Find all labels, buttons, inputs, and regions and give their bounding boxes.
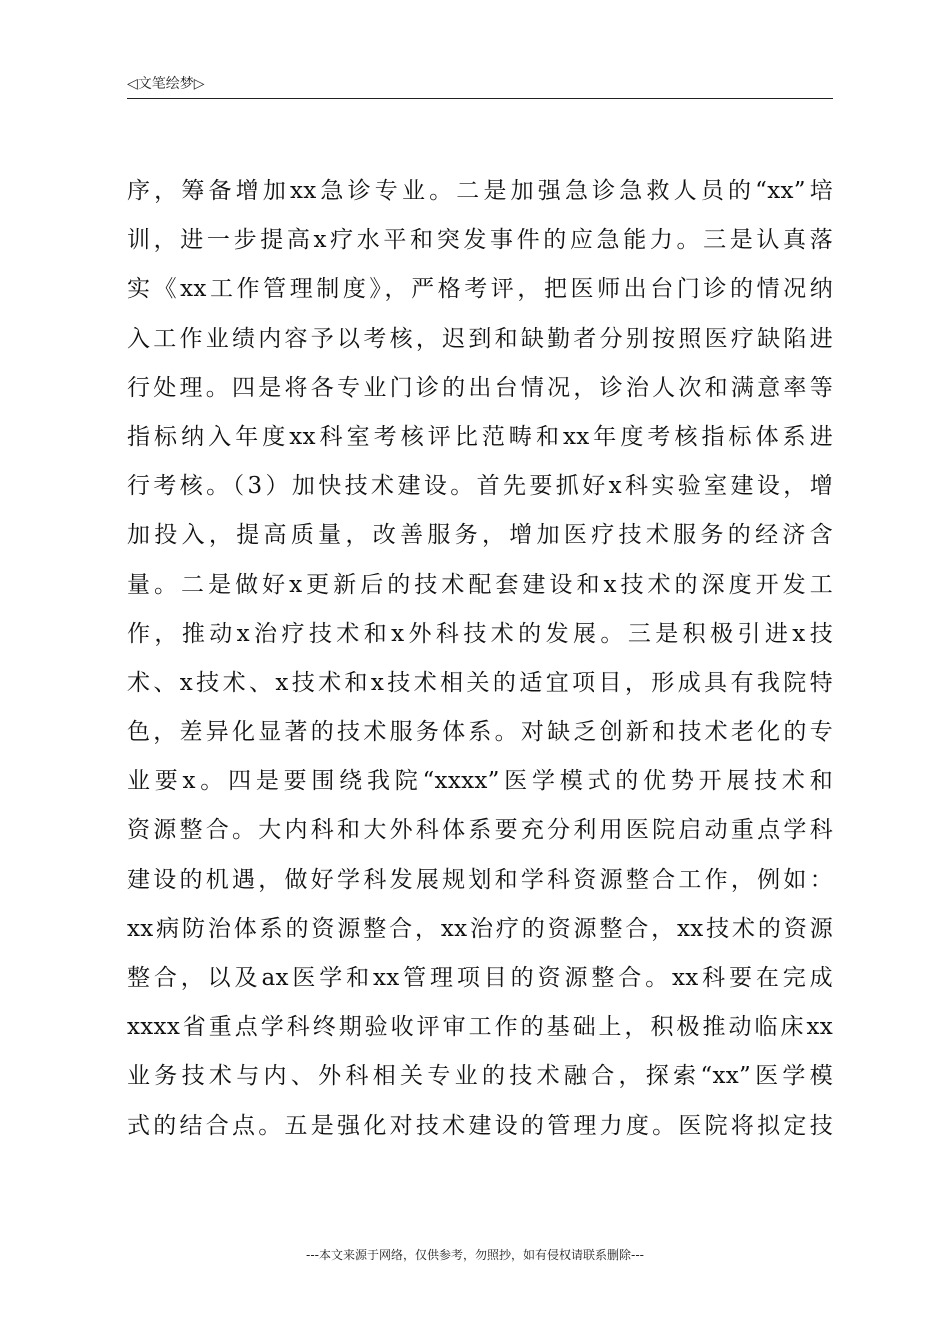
text-line: 作，推动x治疗技术和x外科技术的发展。三是积极引进x技 (127, 620, 833, 647)
text-line: 业要x。四是要围绕我院“xxxx”医学模式的优势开展技术和 (127, 768, 833, 795)
text-line: 训，进一步提高x疗水平和突发事件的应急能力。三是认真落 (127, 227, 833, 254)
text-line: 实《xx工作管理制度》，严格考评，把医师出台门诊的情况纳 (127, 276, 833, 303)
text-line: xxxx省重点学科终期验收评审工作的基础上，积极推动临床xx (127, 1014, 833, 1041)
text-line: 整合，以及ax医学和xx管理项目的资源整合。xx科要在完成 (127, 965, 833, 991)
text-line: 指标纳入年度xx科室考核评比范畴和xx年度考核指标体系进 (127, 423, 833, 450)
page-header (127, 74, 833, 99)
text-line: 行处理。四是将各专业门诊的出台情况，诊治人次和满意率等 (127, 374, 833, 401)
text-line: 量。二是做好x更新后的技术配套建设和x技术的深度开发工 (127, 571, 833, 598)
text-line: 式的结合点。五是强化对技术建设的管理力度。医院将拟定技 (127, 1112, 833, 1139)
text-line: 序，筹备增加xx急诊专业。二是加强急诊急救人员的“xx”培 (127, 178, 833, 204)
text-line: 业务技术与内、外科相关专业的技术融合，探索“xx”医学模 (127, 1063, 833, 1090)
text-line: 加投入，提高质量，改善服务，增加医疗技术服务的经济含 (127, 522, 833, 549)
page-footer: ---本文来源于网络，仅供参考，勿照抄，如有侵权请联系删除--- (306, 1248, 644, 1262)
text-line: 色，差异化显著的技术服务体系。对缺乏创新和技术老化的专 (127, 719, 833, 746)
text-line: 术、x技术、x技术和x技术相关的适宜项目，形成具有我院特 (127, 669, 833, 696)
text-line: 资源整合。大内科和大外科体系要充分利用医院启动重点学科 (127, 817, 833, 844)
text-line: 行考核。（3）加快技术建设。首先要抓好x科实验室建设，增 (127, 473, 833, 500)
header-brand: ◁文笔绘梦▷ (127, 76, 205, 92)
text-line: 建设的机遇，做好学科发展规划和学科资源整合工作，例如： (127, 866, 833, 893)
text-line: 入工作业绩内容予以考核，迟到和缺勤者分别按照医疗缺陷进 (127, 325, 833, 352)
text-line: xx病防治体系的资源整合，xx治疗的资源整合，xx技术的资源 (127, 915, 833, 942)
body-text (127, 167, 833, 1151)
